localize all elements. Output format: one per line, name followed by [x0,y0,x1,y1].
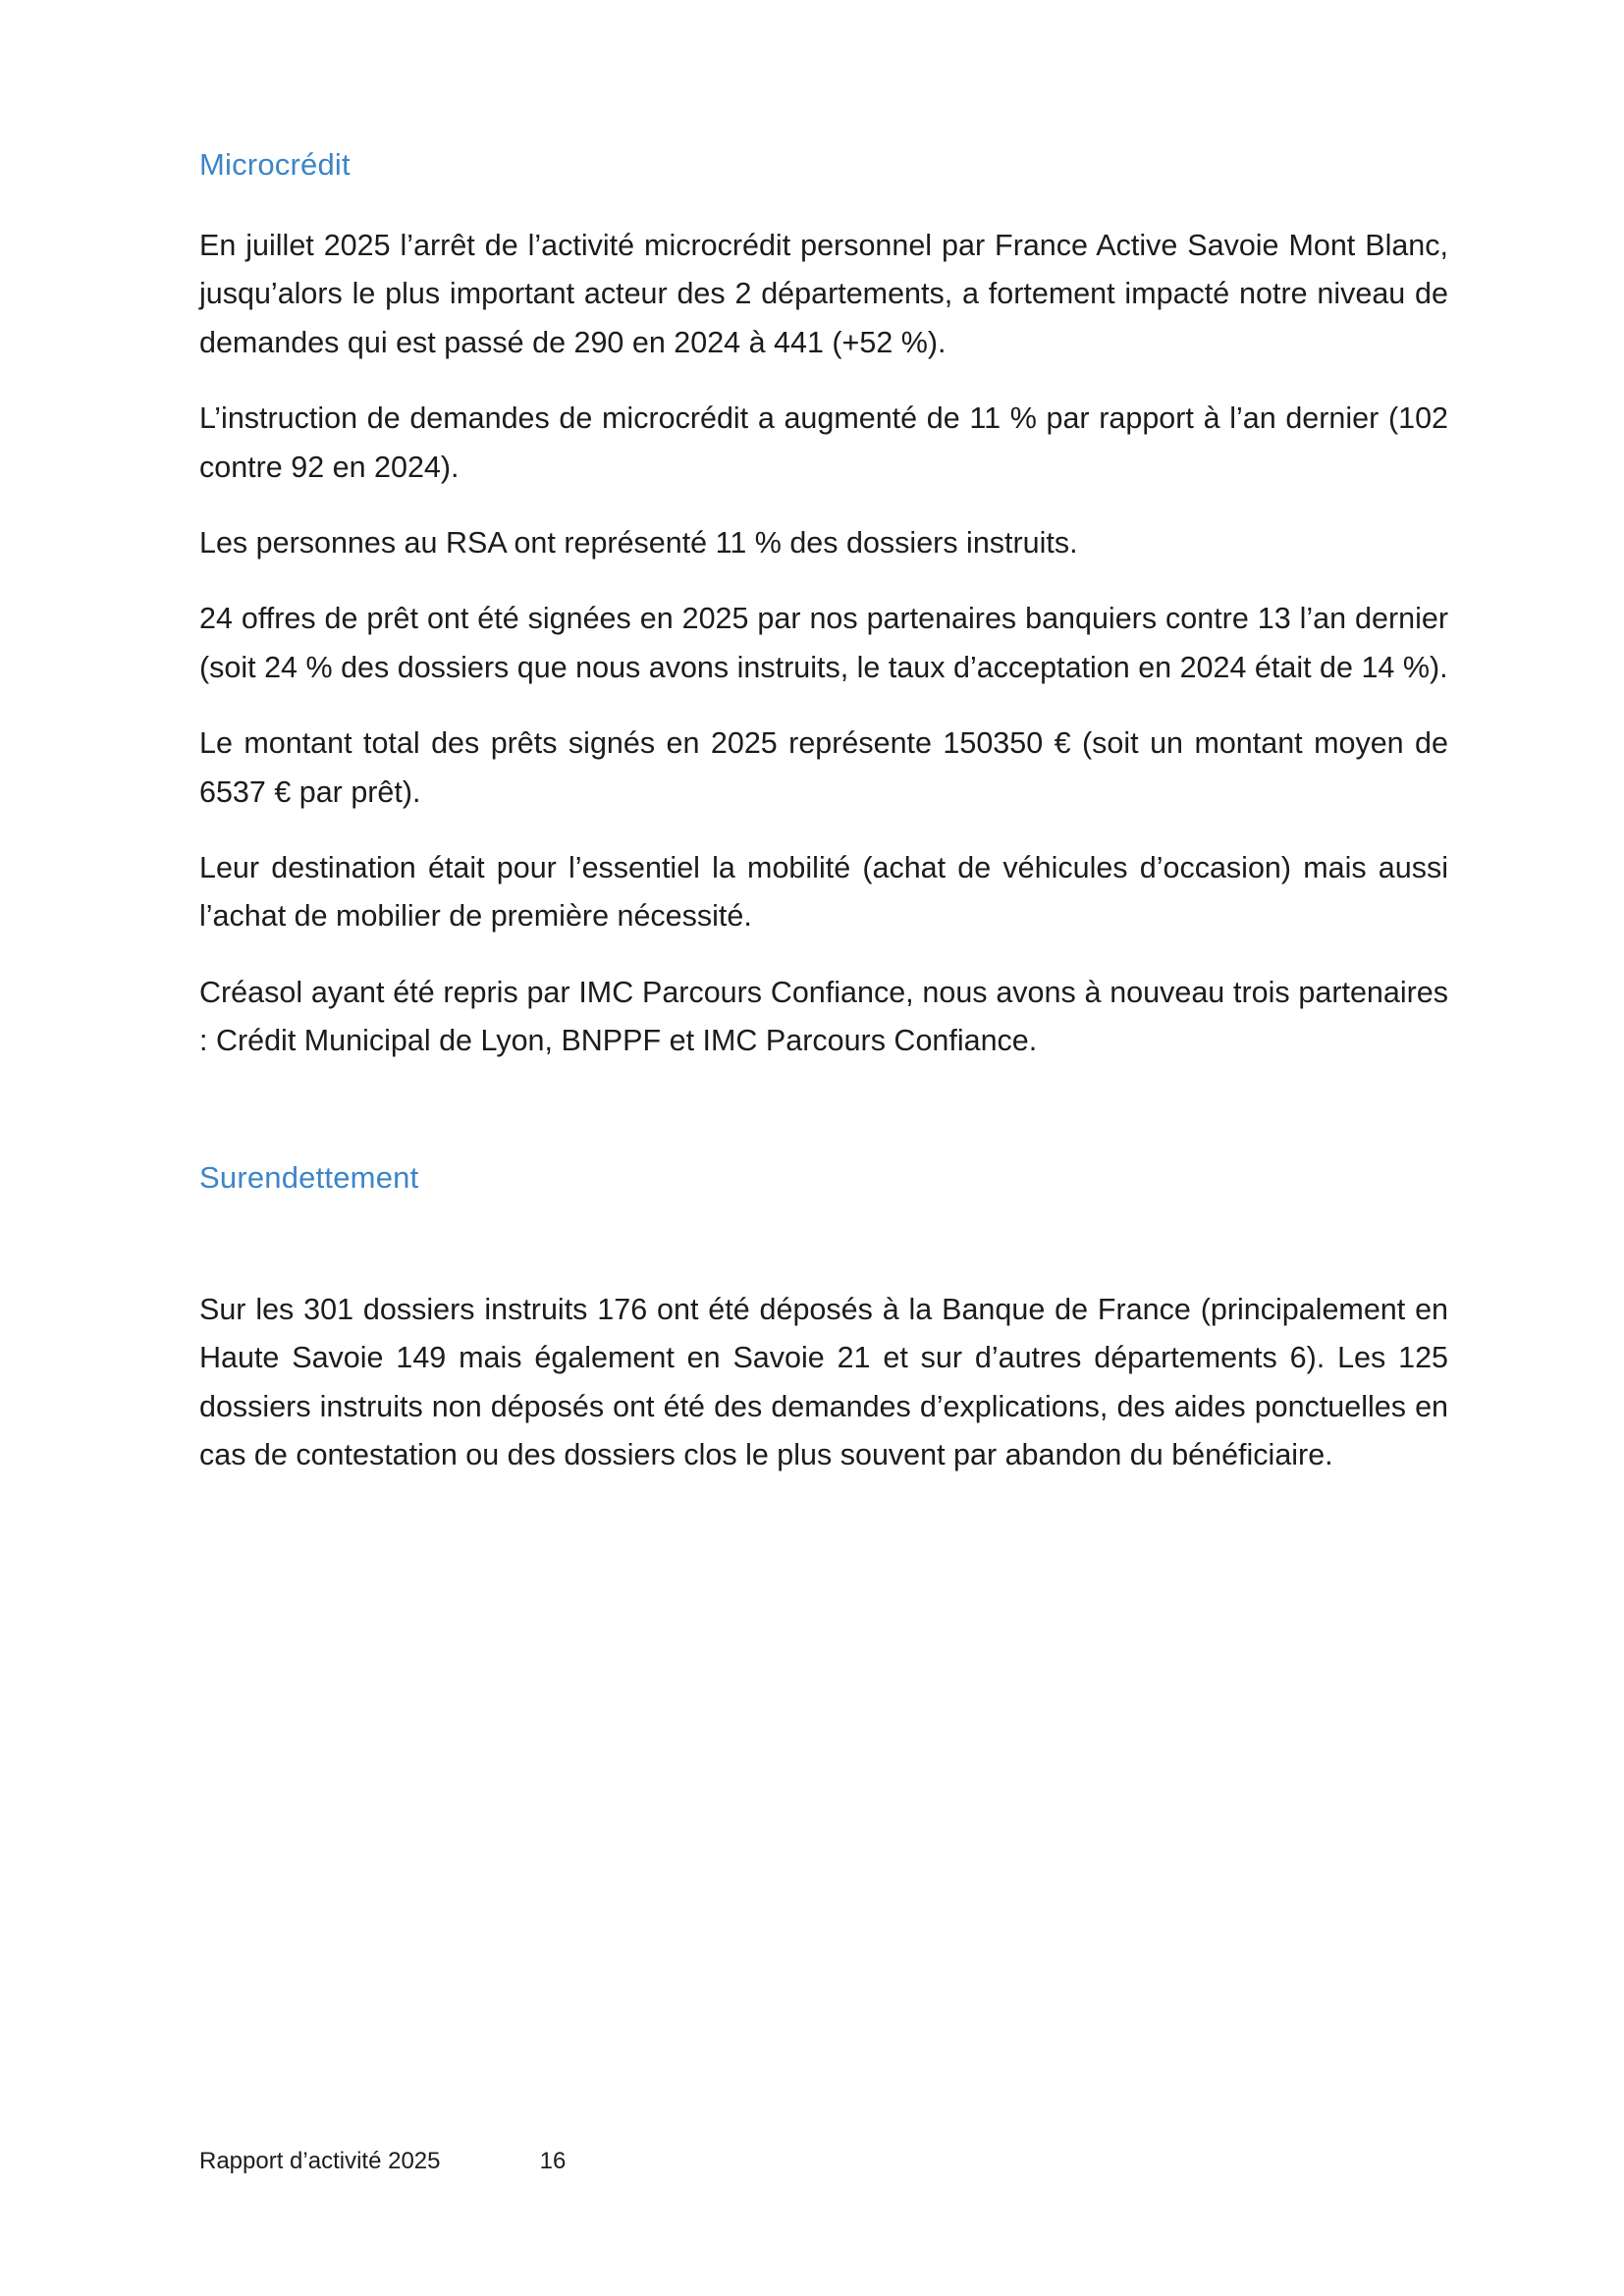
paragraph: Sur les 301 dossiers instruits 176 ont été déposés à la Banque de France (principalement en Haute Savoie 149 mais également en Savoie 21 et sur d’autres départements 6). Les 125 dossiers instruits non déposés ont été des demandes d’explications, des aides ponctuelles en cas de contestation ou des dossiers clos le plus souvent par abandon du bénéficiaire. [199,1292,1448,1471]
footer-document-title: Rapport d’activité 2025 [199,2148,441,2174]
footer-page-number: 16 [539,2148,567,2174]
page-content [199,147,1448,1479]
paragraph: Leur destination était pour l’essentiel la mobilité (achat de véhicules d’occasion) mais aussi l’achat de mobilier de première nécessité. [199,851,1448,934]
paragraph: Les personnes au RSA ont représenté 11 % des dossiers instruits. [199,526,1078,561]
spacer [199,1196,1448,1286]
paragraph: Le montant total des prêts signés en 2025 représente 150350 € (soit un montant moyen de 6537 € par prêt). [199,726,1448,809]
page-footer [199,2148,1448,2177]
section-heading-microcredit: Microcrédit [199,147,351,182]
paragraph: 24 offres de prêt ont été signées en 2025 par nos partenaires banquiers contre 13 l’an dernier (soit 24 % des dossiers que nous avons instruits, le taux d’acceptation en 2024 était de 14 %). [199,602,1448,684]
paragraph: Créasol ayant été repris par IMC Parcours Confiance, nous avons à nouveau trois partenaires : Crédit Municipal de Lyon, BNPPF et IMC Parcours Confiance. [199,975,1448,1058]
paragraph: L’instruction de demandes de microcrédit a augmenté de 11 % par rapport à l’an dernier (102 contre 92 en 2024). [199,401,1448,484]
paragraph: En juillet 2025 l’arrêt de l’activité microcrédit personnel par France Active Savoie Mont Blanc, jusqu’alors le plus important acteur des 2 départements, a fortement impacté notre niveau de demandes qui est passé de 290 en 2024 à 441 (+52 %). [199,229,1448,359]
section-heading-surendettement: Surendettement [199,1159,419,1195]
